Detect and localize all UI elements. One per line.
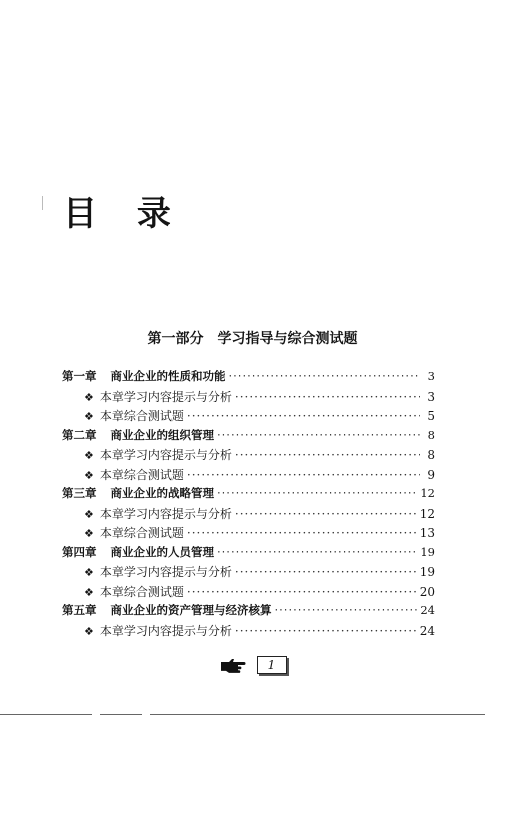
diamond-bullet-icon: ❖ bbox=[84, 527, 94, 540]
toc-section-row bbox=[62, 446, 435, 466]
toc-entry-title: 本章综合测试题 bbox=[99, 467, 184, 482]
toc-entry-title: 本章学习内容提示与分析 bbox=[99, 448, 232, 462]
toc-page-number: 19 bbox=[420, 544, 435, 559]
toc-entry-title: 本章综合测试题 bbox=[99, 409, 184, 423]
toc-chapter-row bbox=[62, 544, 435, 564]
dot-leader bbox=[235, 565, 417, 579]
dot-leader bbox=[187, 468, 420, 482]
toc-entry-title: 商业企业的人员管理 bbox=[110, 544, 214, 559]
toc-entry-title: 商业企业的性质和功能 bbox=[110, 369, 226, 383]
page-footer bbox=[0, 656, 505, 674]
toc-chapter-row bbox=[62, 427, 435, 447]
dot-leader bbox=[235, 624, 417, 638]
chapter-number: 第一章 bbox=[62, 369, 97, 383]
chapter-number: 第四章 bbox=[62, 544, 97, 559]
toc-page-number: 8 bbox=[427, 448, 435, 462]
toc-page-number: 3 bbox=[427, 389, 435, 404]
pointing-hand-icon bbox=[219, 657, 247, 673]
toc-page-number: 5 bbox=[427, 409, 435, 423]
toc-chapter-row bbox=[62, 368, 435, 388]
toc-chapter-row bbox=[62, 485, 435, 505]
toc-page-number: 13 bbox=[419, 526, 435, 540]
toc-section-row bbox=[62, 505, 435, 525]
toc-section-row bbox=[62, 622, 435, 642]
bottom-rule-right bbox=[150, 714, 485, 715]
toc-page-number: 19 bbox=[419, 565, 435, 579]
diamond-bullet-icon: ❖ bbox=[84, 410, 94, 423]
dot-leader bbox=[187, 526, 417, 540]
diamond-bullet-icon: ❖ bbox=[84, 624, 94, 638]
chapter-number: 第三章 bbox=[62, 486, 97, 500]
toc-page-number: 24 bbox=[420, 603, 435, 617]
dot-leader bbox=[217, 545, 417, 559]
dot-leader bbox=[235, 390, 420, 404]
toc-page-number: 20 bbox=[419, 584, 435, 599]
dot-leader bbox=[229, 369, 421, 383]
dot-leader bbox=[217, 486, 417, 500]
toc-page-number: 24 bbox=[419, 623, 435, 638]
part-title: 学习指导与综合测试题 bbox=[217, 331, 358, 347]
diamond-bullet-icon: ❖ bbox=[84, 468, 94, 482]
diamond-bullet-icon: ❖ bbox=[84, 585, 94, 599]
toc-entry-title: 本章综合测试题 bbox=[99, 526, 184, 540]
toc-entry-title: 商业企业的资产管理与经济核算 bbox=[110, 603, 272, 617]
toc-entry-title: 本章学习内容提示与分析 bbox=[99, 389, 232, 404]
toc-page-number: 8 bbox=[427, 427, 435, 442]
toc-entry-title: 商业企业的战略管理 bbox=[110, 486, 214, 500]
toc-section-row bbox=[62, 388, 435, 408]
bottom-rule-mid bbox=[100, 714, 142, 715]
diamond-bullet-icon: ❖ bbox=[84, 566, 94, 579]
toc-entry-title: 商业企业的组织管理 bbox=[110, 427, 214, 442]
scan-margin-mark bbox=[42, 196, 43, 210]
page-title: 目 录 bbox=[63, 194, 185, 234]
diamond-bullet-icon: ❖ bbox=[84, 390, 94, 404]
toc-section-row bbox=[62, 524, 435, 544]
toc-page-number: 3 bbox=[427, 369, 435, 383]
page-number: 1 bbox=[257, 656, 287, 674]
toc-entry-title: 本章学习内容提示与分析 bbox=[99, 623, 232, 638]
toc-section-row bbox=[62, 466, 435, 486]
toc-page-number: 12 bbox=[419, 506, 435, 521]
diamond-bullet-icon: ❖ bbox=[84, 507, 94, 521]
dot-leader bbox=[217, 428, 420, 442]
dot-leader bbox=[187, 409, 420, 423]
part-label: 第一部分 bbox=[147, 331, 204, 347]
chapter-number: 第五章 bbox=[62, 603, 97, 617]
dot-leader bbox=[187, 585, 417, 599]
diamond-bullet-icon: ❖ bbox=[84, 449, 94, 462]
toc-section-row bbox=[62, 407, 435, 427]
dot-leader bbox=[235, 448, 420, 462]
table-of-contents bbox=[62, 368, 435, 641]
toc-entry-title: 本章学习内容提示与分析 bbox=[99, 565, 232, 579]
dot-leader bbox=[275, 603, 418, 617]
toc-section-row bbox=[62, 583, 435, 603]
toc-section-row bbox=[62, 563, 435, 583]
toc-entry-title: 本章学习内容提示与分析 bbox=[99, 506, 232, 521]
dot-leader bbox=[235, 507, 417, 521]
toc-chapter-row bbox=[62, 602, 435, 622]
toc-page-number: 9 bbox=[427, 467, 435, 482]
toc-entry-title: 本章综合测试题 bbox=[99, 584, 184, 599]
part-heading bbox=[0, 328, 505, 348]
chapter-number: 第二章 bbox=[62, 427, 97, 442]
bottom-rule-left bbox=[0, 714, 92, 715]
toc-page-number: 12 bbox=[420, 486, 435, 500]
